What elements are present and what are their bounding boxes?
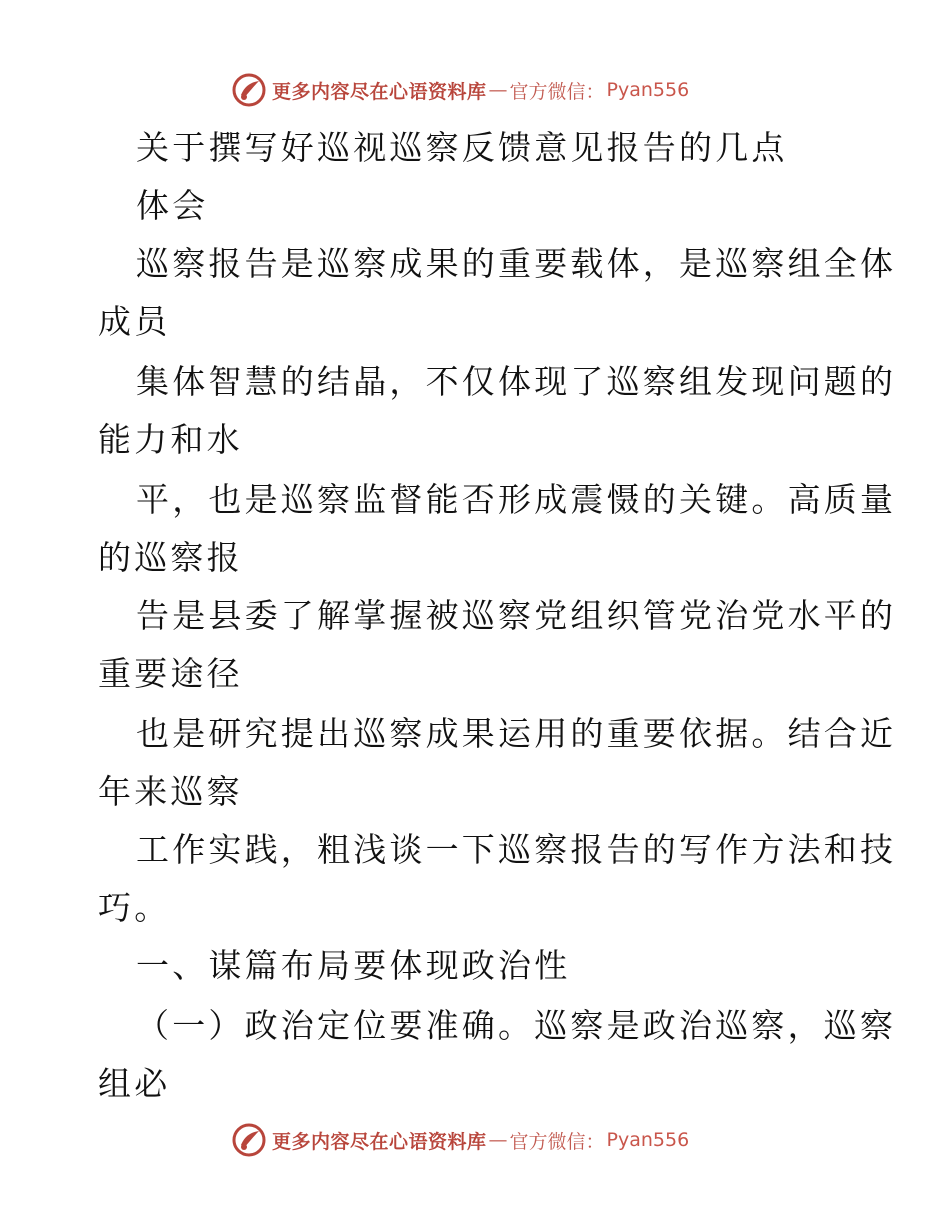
watermark-title: 更多内容尽在心语资料库 bbox=[272, 1130, 487, 1153]
document-title-line-2: 体会 bbox=[136, 186, 209, 225]
paragraph-line: 也是研究提出巡察成果运用的重要依据。结合近 bbox=[136, 714, 897, 753]
paragraph-line: 巡察报告是巡察成果的重要载体，是巡察组全体 bbox=[136, 244, 897, 283]
paragraph-line: 能力和水 bbox=[98, 420, 243, 459]
paragraph-line: 的巡察报 bbox=[98, 538, 243, 577]
watermark-title: 更多内容尽在心语资料库 bbox=[272, 80, 487, 103]
brush-seal-icon bbox=[232, 1123, 266, 1157]
paragraph-line: 平，也是巡察监督能否形成震慑的关键。高质量 bbox=[136, 480, 897, 519]
paragraph-line: 巧。 bbox=[98, 888, 171, 927]
paragraph-line: 组必 bbox=[98, 1064, 171, 1103]
brush-seal-icon bbox=[232, 73, 266, 107]
paragraph-line: 成员 bbox=[98, 302, 171, 341]
watermark-dash: — bbox=[488, 1129, 508, 1151]
watermark-account-label: 官方微信： bbox=[509, 1130, 605, 1153]
watermark-header bbox=[232, 72, 752, 108]
watermark-footer bbox=[232, 1122, 752, 1158]
watermark-dash: — bbox=[488, 79, 508, 101]
section-heading: 一、谋篇布局要体现政治性 bbox=[136, 946, 571, 985]
watermark-account-id: Pyan556 bbox=[606, 1129, 690, 1151]
document-title-line-1: 关于撰写好巡视巡察反馈意见报告的几点 bbox=[136, 128, 788, 167]
paragraph-line: 年来巡察 bbox=[98, 772, 243, 811]
paragraph-line: （一）政治定位要准确。巡察是政治巡察，巡察 bbox=[136, 1006, 897, 1045]
paragraph-line: 告是县委了解掌握被巡察党组织管党治党水平的 bbox=[136, 596, 897, 635]
watermark-account-label: 官方微信： bbox=[509, 80, 605, 103]
paragraph-line: 工作实践，粗浅谈一下巡察报告的写作方法和技 bbox=[136, 830, 897, 869]
paragraph-line: 重要途径 bbox=[98, 654, 243, 693]
paragraph-line: 集体智慧的结晶，不仅体现了巡察组发现问题的 bbox=[136, 362, 897, 401]
watermark-account-id: Pyan556 bbox=[606, 79, 690, 101]
